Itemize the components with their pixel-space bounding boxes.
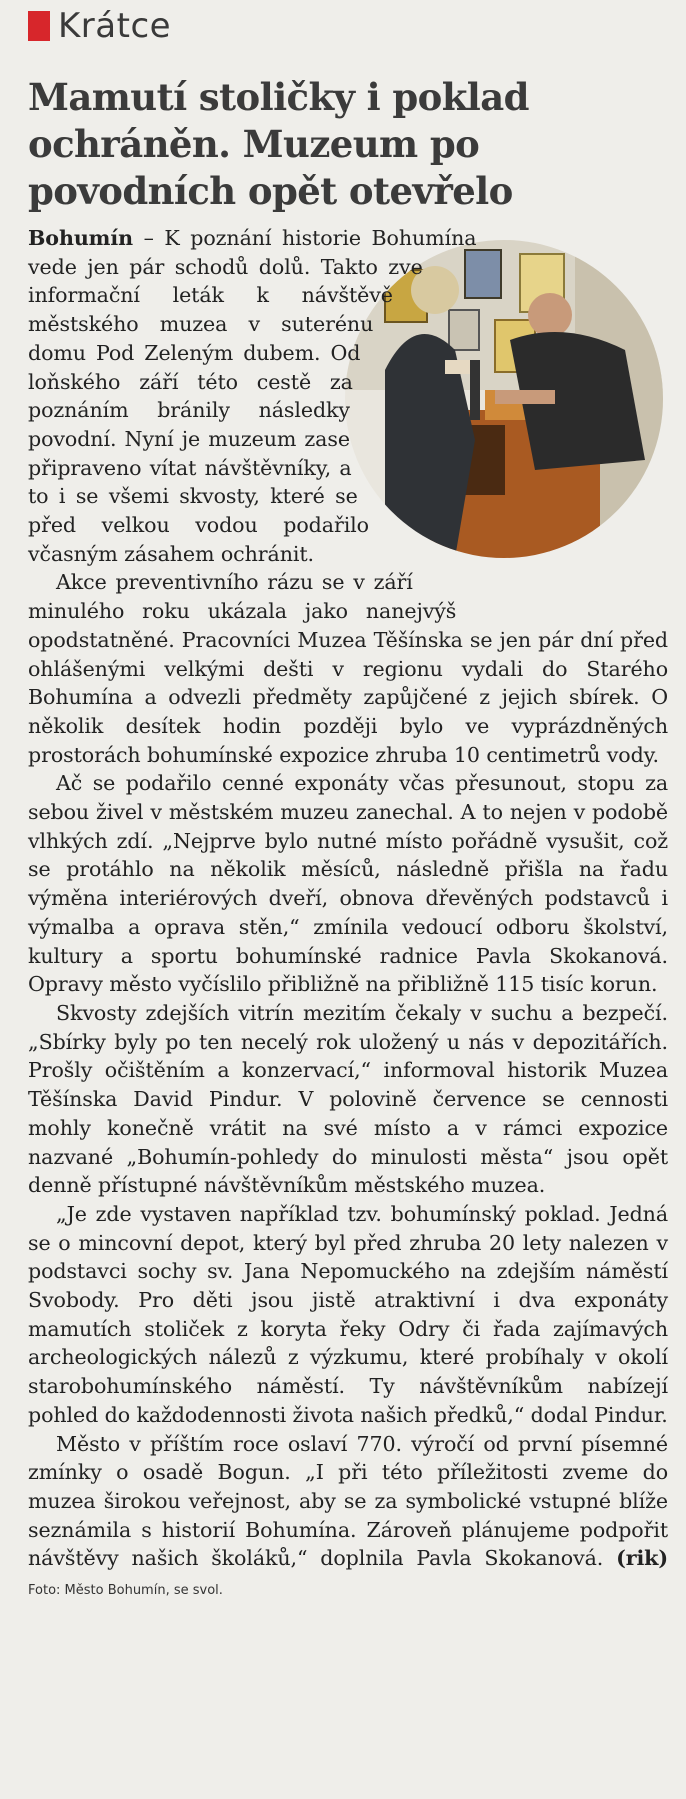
paragraph-3: Skvosty zdejších vitrín mezitím čekaly v suchu a bezpečí. „Sbírky byly po ten necelý rok uložený u nás v depozitářích. Prošly očištěním a konzervací,“ informoval historik Muzea Těšínska David Pindur. V polovině července se cennosti mohly konečně vrátit na své místo a v rámci expozice nazvané „Bohumín-pohledy do minulosti města“ jsou opět denně přístupné návštěvníkům městského muzea. <box>28 1000 668 1198</box>
paragraph-2: Ač se podařilo cenné exponáty včas přesunout, stopu za sebou živel v městském muzeu zanechal. A to nejen v podobě vlhkých zdí. „Nejprve bylo nutné místo pořádně vysušit, což se protáhlo na několik měsíců, následně přišla na řadu výměna interiérových dveří, obnova dřevěných podstavců i výmalba a oprava stěn,“ zmínila vedoucí odboru školství, kultury a sportu bohumínské radnice Pavla Skokanová. Opravy město vyčíslilo přibližně na přibližně 115 tisíc korun. <box>28 771 668 997</box>
section-label: Krátce <box>58 6 172 46</box>
section-marker <box>28 11 50 41</box>
paragraph-5-text: Město v příštím roce oslaví 770. výročí od první písemné zmínky o osadě Bogun. „I při této příležitosti zveme do muzea širokou veřejnost, aby se za symbolické vstupné blíže seznámila s historií Bohumína. Zároveň plánujeme podpořit návštěvy našich školáků,“ doplnila Pavla Skokanová. <box>28 1431 668 1571</box>
author-signature: (rik) <box>616 1546 668 1571</box>
paragraph-1: Akce preventivního rázu se v září minulého roku ukázala jako nanejvýš opodstatněné. Pracovníci Muzea Těšínska se jen pár dní před ohlášenými velkými dešti v regionu vydali do Starého Bohumína a odvezli předměty zapůjčené z jejich sbírek. O několik desítek hodin později bylo ve vyprázdněných prostorách bohumínské expozice zhruba 10 centimetrů vody. <box>28 570 668 767</box>
paragraph-5 <box>28 1430 668 1606</box>
photo-credit: Foto: Město Bohumín, se svol. <box>28 1583 223 1599</box>
section-header <box>28 6 171 46</box>
article-body <box>28 224 668 1606</box>
dateline: Bohumín <box>28 226 133 250</box>
paragraph-4: „Je zde vystaven například tzv. bohumínský poklad. Jedná se o mincovní depot, který byl před zhruba 20 lety nalezen v podstavci sochy sv. Jana Nepomuckého na zdejším náměstí Svobody. Pro děti jsou jistě atraktivní i dva exponáty mamutích stoliček z koryta řeky Odry či řada zajímavých archeologických nálezů z výzkumu, které probíhaly v okolí starobohumínského náměstí. Ty návštěvníkům nabízejí pohled do každodennosti života našich předků,“ dodal Pindur. <box>28 1201 668 1427</box>
headline: Mamutí stoličky i poklad ochráněn. Muzeum po povodních opět otevřelo <box>28 75 529 213</box>
lead-text: – K poznání historie Bohumína vede jen pár schodů dolů. Takto zve informační leták k návštěvě městského muzea v suterénu domu Pod Zeleným dubem. Od loňského září této cestě za poznáním bránily následky povodní. Nyní je muzeum zase připraveno vítat návštěvníky, a to i se všemi skvosty, které se před velkou vodou podařilo včasným zásahem ochránit. <box>28 226 477 566</box>
